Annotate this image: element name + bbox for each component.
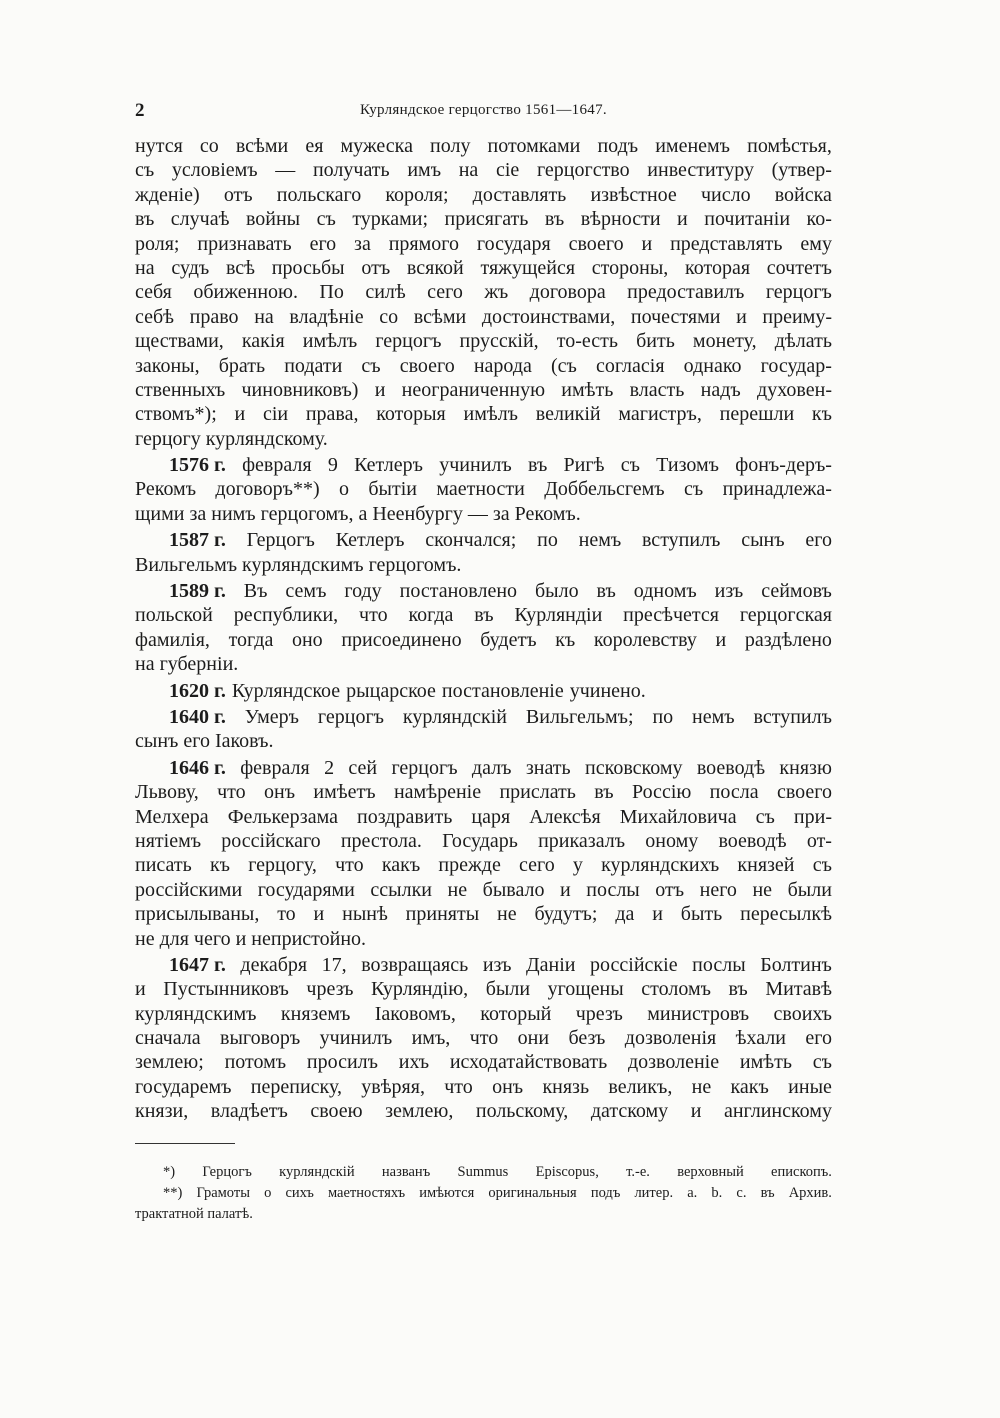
entry-year: 1587 г.: [169, 529, 226, 552]
text-line: россійскими государями ссылки не бывало и послы отъ него не были: [135, 878, 832, 901]
footnote-1: *) Герцогъ курляндскій названъ Summus Episcopus, т.-е. верховный епископъ.: [163, 1164, 832, 1180]
text-line: Львову, что онъ имѣетъ намѣреніе прислать въ Россію посла своего: [135, 781, 832, 804]
entry-year: 1620 г.: [169, 679, 226, 702]
text-line: нятіемъ россійскаго престола. Государь приказалъ оному воеводѣ от-: [135, 829, 832, 852]
paragraph: [135, 756, 832, 951]
entry-year: 1576 г.: [169, 454, 226, 477]
text-line: законы, брать подати съ своего народа (съ согласія однако государ-: [135, 354, 832, 377]
text-line: ществами, какія имѣлъ герцогъ прусскій, то-есть бить монету, дѣлать: [135, 330, 832, 353]
entry-year: 1647 г.: [169, 953, 226, 976]
running-head: Курляндское герцогство 1561—1647.: [360, 102, 607, 118]
text-line: герцогу курляндскому.: [135, 427, 328, 450]
text-line: 1640 г. Умеръ герцогъ курляндскій Вильгельмъ; по немъ вступилъ: [169, 705, 832, 728]
paragraph: [135, 953, 832, 1124]
text-line: и Пустынниковъ чрезъ Курляндію, были угощены столомъ въ Митавѣ: [135, 978, 832, 1001]
footnotes: [135, 1162, 832, 1225]
text-line: въ случаѣ войны съ турками; присягать въ вѣрности и почитаніи ко-: [135, 208, 832, 231]
entry-year: 1589 г.: [169, 580, 226, 603]
text-line: 1576 г. февраля 9 Кетлеръ учинилъ въ Ригѣ съ Тизомъ фонъ-деръ-: [169, 454, 832, 477]
text-line: на судъ всѣ просьбы отъ всякой тяжущейся стороны, которая сочтетъ: [135, 256, 832, 279]
text-line: ствомъ*); и сіи права, которыя имѣлъ великій магистръ, перешли къ: [135, 403, 832, 426]
paragraph: [135, 134, 832, 451]
text-line: 1589 г. Въ семъ году постановлено было въ одномъ изъ сеймовъ: [169, 580, 832, 603]
text-line: курляндскимъ княземъ Іаковомъ, который чрезъ министровъ своихъ: [135, 1002, 832, 1025]
text-line: 1620 г. Курляндское рыцарское постановленіе учинено.: [169, 679, 646, 702]
text-line: землею; потомъ просилъ ихъ исходатайствовать дозволеніе имѣть съ: [135, 1051, 832, 1074]
paragraph: [135, 528, 832, 577]
text-line: присылываны, то и нынѣ приняты не будутъ; да и быть пересылкѣ: [135, 903, 832, 926]
footnote-2-continuation: трактатной палатѣ.: [135, 1206, 253, 1222]
text-line: съ условіемъ — получать имъ на сіе герцогство инвеституру (утвер-: [135, 159, 832, 182]
entry-year: 1640 г.: [169, 705, 226, 728]
text-line: князи, владѣетъ своею землею, польскому, датскому и англинскому: [135, 1100, 832, 1123]
text-line: фамилія, тогда оно присоединено будетъ къ королевству и раздѣлено: [135, 628, 832, 651]
text-line: сначала выговоръ учинилъ имъ, что они безъ дозволенія ѣхали его: [135, 1027, 832, 1050]
page-header: [135, 100, 832, 126]
text-line: Вильгельмъ курляндскимъ герцогомъ.: [135, 553, 462, 576]
text-line: роля; признавать его за прямого государя своего и представлять ему: [135, 232, 832, 255]
text-line: ственныхъ чиновниковъ) и неограниченную имѣть власть надъ духовен-: [135, 378, 832, 401]
paragraph: [135, 579, 832, 677]
text-line: польской республики, что когда въ Курляндіи пресѣчется герцогская: [135, 604, 832, 627]
text-line: на губерніи.: [135, 653, 239, 676]
text-line: себя обиженною. По силѣ сего жъ договора предоставилъ герцогъ: [135, 281, 832, 304]
text-line: нутся со всѣми ея мужеска полу потомками подъ именемъ помѣстья,: [135, 135, 832, 157]
paragraph: [135, 705, 832, 754]
text-line: 1587 г. Герцогъ Кетлеръ скончался; по немъ вступилъ сынъ его: [169, 529, 832, 552]
text-line: себѣ право на владѣніе со всѣми достоинствами, почестями и преиму-: [135, 305, 832, 328]
text-line: щими за нимъ герцогомъ, а Неенбургу — за Рекомъ.: [135, 502, 581, 525]
entry-year: 1646 г.: [169, 756, 226, 779]
text-line: Рекомъ договоръ**) о бытіи маетности Доббельсгемъ съ принадлежа-: [135, 478, 832, 501]
page-number: 2: [135, 100, 145, 121]
footnote-2: **) Грамоты о сихъ маетностяхъ имѣются оригинальныя подъ литер. a. b. c. въ Архив.: [163, 1185, 832, 1201]
text-line: сынъ его Іаковъ.: [135, 730, 274, 753]
text-line: 1647 г. декабря 17, возвращаясь изъ Даніи россійскіе послы Болтинъ: [169, 953, 832, 976]
paragraph: [135, 453, 832, 526]
text-line: 1646 г. февраля 2 сей герцогъ далъ знать псковскому воеводѣ князю: [169, 756, 832, 779]
text-line: жденіе) отъ польскаго короля; доставлять извѣстное число войска: [135, 183, 832, 206]
footnote-rule: [135, 1143, 235, 1144]
paragraph-gap: [135, 1124, 832, 1126]
text-line: государемъ переписку, увѣряя, что онъ князь великъ, не какъ иные: [135, 1075, 832, 1098]
text-line: Мелхера Фелькерзама поздравить царя Алексѣя Михайловича съ при-: [135, 805, 832, 828]
text-line: писать къ герцогу, что какъ прежде сего у курляндскихъ князей съ: [135, 854, 832, 877]
paragraph: [135, 679, 832, 703]
body-text: [135, 134, 832, 1126]
text-line: не для чего и непристойно.: [135, 927, 367, 950]
